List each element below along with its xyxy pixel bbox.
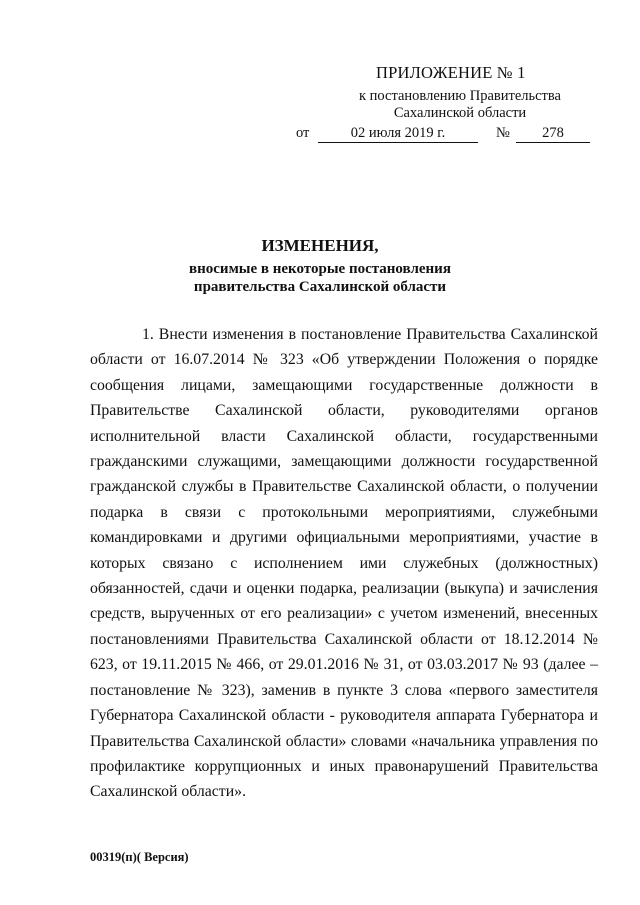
resolution-date-row <box>296 125 596 143</box>
document-heading: ИЗМЕНЕНИЯ, <box>261 236 379 255</box>
body-paragraph-1: 1. Внести изменения в постановление Правительства Сахалинской области от 16.07.2014 № 323 «Об утверждении Положения о порядке сообщения лицами, замещающими государственные должности в Правительстве Сахалинской области, руководителями органов исполнительной власти Сахалинской области, государственными гражданскими служащими, замещающими должности государственной гражданской службы в Правительстве Сахалинской области, о получении подарка в связи с протокольными мероприятиями, служебными командировками и другими официальными мероприятиями, участие в которых связано с исполнением ими служебных (должностных) обязанностей, сдачи и оценки подарка, реализации (выкупа) и зачисления средств, вырученных от его реализации» с учетом изменений, внесенных постановлениями Правительства Сахалинской области от 18.12.2014 № 623, от 19.11.2015 № 466, от 29.01.2016 № 31, от 03.03.2017 № 93 (далее – постановление № 323), заменив в пункте 3 слова «первого заместителя Губернатора Сахалинской области - руководителя аппарата Губернатора и Правительства Сахалинской области» словами «начальника управления по профилактике коррупционных и иных правонарушений Правительства Сахалинской области». <box>90 326 598 801</box>
annex-title: ПРИЛОЖЕНИЕ № 1 <box>376 63 526 82</box>
document-code-footer: 00319(п)( Версия) <box>90 850 189 864</box>
number-label: № <box>496 125 510 141</box>
from-label: от <box>296 125 310 141</box>
document-subheading-line-1: вносимые в некоторые постановления <box>189 261 451 277</box>
resolution-date: 02 июля 2019 г. <box>318 125 478 143</box>
resolution-number: 278 <box>516 125 590 143</box>
annex-line-1: к постановлению Правительства <box>359 88 561 104</box>
document-subheading-line-2: правительства Сахалинской области <box>193 279 447 295</box>
annex-line-2: Сахалинской области <box>393 105 527 121</box>
